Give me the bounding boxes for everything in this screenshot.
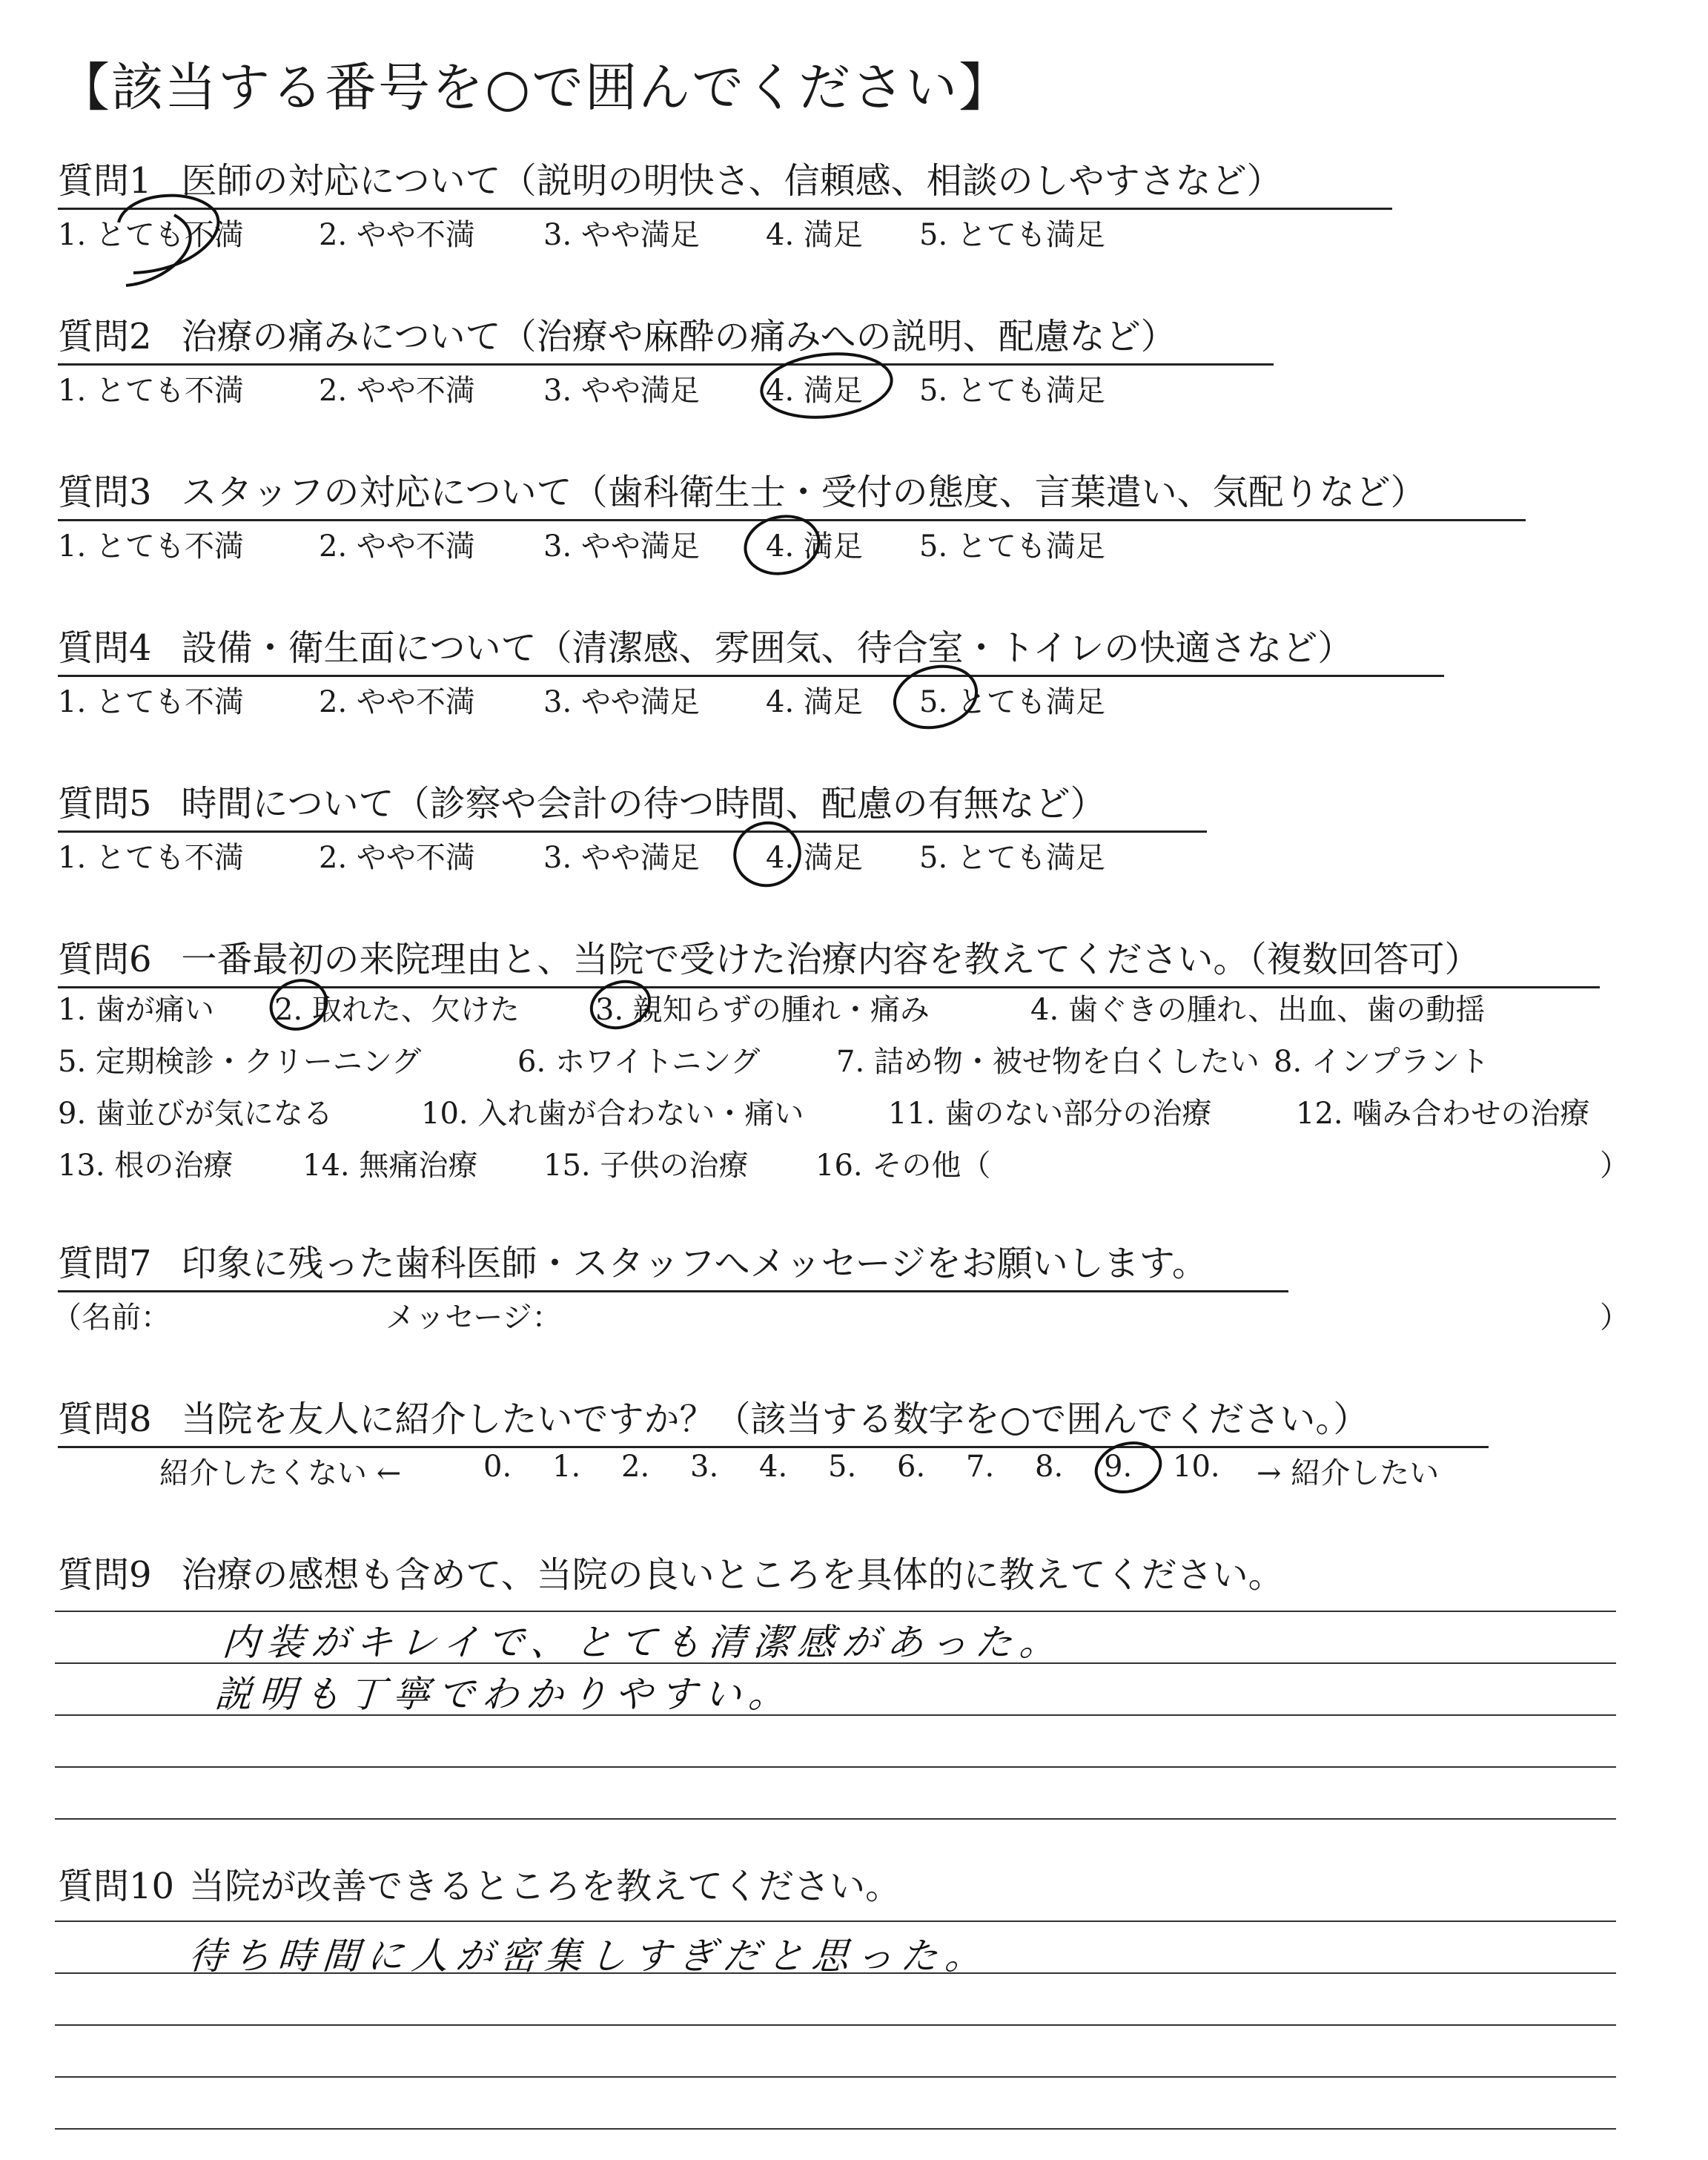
question-1-number: 質問1 bbox=[58, 160, 152, 202]
question-7-number: 質問7 bbox=[58, 1243, 152, 1284]
q3-option-5[interactable]: 5. とても満足 bbox=[919, 529, 1105, 564]
q6-option-5[interactable]: 5. 定期検診・クリーニング bbox=[58, 1045, 422, 1079]
form-title: 【該当する番号を○で囲んでください】 bbox=[58, 57, 1013, 118]
q6-option-16[interactable]: 16. その他（ bbox=[815, 1149, 991, 1183]
q3-option-2[interactable]: 2. やや不満 bbox=[319, 529, 475, 564]
q6-option-13[interactable]: 13. 根の治療 bbox=[58, 1149, 234, 1183]
question-9-number: 質問9 bbox=[58, 1554, 152, 1596]
q8-scale-6[interactable]: 6. bbox=[897, 1450, 926, 1484]
q6-option-1[interactable]: 1. 歯が痛い bbox=[58, 993, 214, 1027]
q2-answer-circle-mark bbox=[756, 345, 904, 426]
question-10-heading bbox=[58, 1857, 901, 1913]
q10-handwritten-line-1: 待ち時間に人が密集しすぎだと思った。 bbox=[187, 1935, 991, 1978]
q8-scale-0[interactable]: 0. bbox=[483, 1450, 512, 1484]
question-7-heading bbox=[58, 1235, 1288, 1292]
question-4-heading bbox=[58, 619, 1444, 677]
question-9-text: 治療の感想も含めて、当院の良いところを具体的に教えてください。 bbox=[181, 1554, 1284, 1596]
question-6-number: 質問6 bbox=[58, 939, 152, 980]
q8-scale-4[interactable]: 4. bbox=[759, 1450, 788, 1484]
q4-option-2[interactable]: 2. やや不満 bbox=[319, 685, 475, 719]
q8-answer-circle-mark bbox=[1090, 1435, 1171, 1502]
q6-option-6[interactable]: 6. ホワイトニング bbox=[517, 1045, 761, 1079]
question-1-heading bbox=[58, 152, 1392, 210]
q5-answer-circle-mark bbox=[723, 816, 812, 897]
question-10-text: 当院が改善できるところを教えてください。 bbox=[189, 1866, 901, 1907]
q10-answer-line-4 bbox=[55, 2076, 1616, 2078]
q5-option-3[interactable]: 3. やや満足 bbox=[543, 841, 700, 875]
question-1-text: 医師の対応について（説明の明快さ、信頼感、相談のしやすさなど） bbox=[181, 160, 1282, 202]
q8-scale-10[interactable]: 10. bbox=[1173, 1450, 1220, 1484]
q9-answer-line-5 bbox=[55, 1818, 1616, 1820]
question-7-text: 印象に残った歯科医師・スタッフへメッセージをお願いします。 bbox=[181, 1243, 1208, 1284]
q4-option-5[interactable]: 5. とても満足 bbox=[919, 685, 1105, 719]
q5-option-5[interactable]: 5. とても満足 bbox=[919, 841, 1105, 875]
q1-option-5[interactable]: 5. とても満足 bbox=[919, 218, 1105, 252]
q8-scale-5[interactable]: 5. bbox=[828, 1450, 857, 1484]
q4-option-4[interactable]: 4. 満足 bbox=[766, 685, 863, 719]
question-3-text: スタッフの対応について（歯科衛生士・受付の態度、言葉遣い、気配りなど） bbox=[181, 472, 1426, 513]
question-4-number: 質問4 bbox=[58, 627, 152, 669]
question-5-number: 質問5 bbox=[58, 783, 152, 825]
q6-answer-2-circle-mark bbox=[263, 975, 337, 1034]
q6-option-14[interactable]: 14. 無痛治療 bbox=[302, 1149, 478, 1183]
q4-answer-circle-mark bbox=[890, 656, 993, 738]
q6-option-4[interactable]: 4. 歯ぐきの腫れ、出血、歯の動揺 bbox=[1030, 993, 1486, 1027]
q3-option-1[interactable]: 1. とても不満 bbox=[58, 529, 244, 564]
q2-option-2[interactable]: 2. やや不満 bbox=[319, 374, 475, 408]
q4-option-1[interactable]: 1. とても不満 bbox=[58, 685, 244, 719]
q2-option-1[interactable]: 1. とても不満 bbox=[58, 374, 244, 408]
q6-option-7[interactable]: 7. 詰め物・被せ物を白くしたい bbox=[836, 1045, 1260, 1079]
question-8-heading bbox=[58, 1390, 1489, 1448]
question-2-heading bbox=[58, 308, 1274, 366]
question-8-text: 当院を友人に紹介したいですか？（該当する数字を○で囲んでください。） bbox=[181, 1398, 1369, 1440]
q6-option-15[interactable]: 15. 子供の治療 bbox=[543, 1149, 749, 1183]
question-5-text: 時間について（診察や会計の待つ時間、配慮の有無など） bbox=[181, 783, 1106, 825]
q7-message-label: メッセージ： bbox=[385, 1301, 562, 1335]
q10-answer-line-5 bbox=[55, 2128, 1616, 2130]
q1-option-2[interactable]: 2. やや不満 bbox=[319, 218, 475, 252]
question-10-number: 質問10 bbox=[58, 1866, 175, 1907]
q8-scale-9[interactable]: 9. bbox=[1104, 1450, 1133, 1484]
q9-answer-line-4 bbox=[55, 1766, 1616, 1768]
q8-scale-8[interactable]: 8. bbox=[1035, 1450, 1064, 1484]
q8-right-label: → 紹介したい bbox=[1257, 1456, 1440, 1490]
q9-handwritten-line-1: 内装がキレイで、とても清潔感があった。 bbox=[220, 1621, 1066, 1664]
question-5-heading bbox=[58, 775, 1207, 833]
q1-answer-circle-mark bbox=[104, 185, 230, 289]
q6-option-16-close-paren: ） bbox=[1600, 1149, 1629, 1183]
q6-option-10[interactable]: 10. 入れ歯が合わない・痛い bbox=[421, 1097, 804, 1131]
q8-scale-3[interactable]: 3. bbox=[690, 1450, 719, 1484]
q3-option-3[interactable]: 3. やや満足 bbox=[543, 529, 700, 564]
q3-option-4[interactable]: 4. 満足 bbox=[766, 529, 863, 564]
question-9-heading bbox=[58, 1546, 1284, 1602]
q2-option-5[interactable]: 5. とても満足 bbox=[919, 374, 1105, 408]
question-2-text: 治療の痛みについて（治療や麻酔の痛みへの説明、配慮など） bbox=[181, 316, 1176, 357]
q9-handwritten-line-2: 説明も丁寧でわかりやすい。 bbox=[213, 1673, 795, 1716]
q1-option-1[interactable]: 1. とても不満 bbox=[58, 218, 244, 252]
q8-scale-7[interactable]: 7. bbox=[966, 1450, 995, 1484]
question-6-text: 一番最初の来院理由と、当院で受けた治療内容を教えてください。（複数回答可） bbox=[181, 939, 1480, 980]
q6-answer-3-circle-mark bbox=[582, 975, 663, 1034]
question-3-number: 質問3 bbox=[58, 472, 152, 513]
q2-option-4[interactable]: 4. 満足 bbox=[766, 374, 863, 408]
q5-option-4[interactable]: 4. 満足 bbox=[766, 841, 863, 875]
q5-option-1[interactable]: 1. とても不満 bbox=[58, 841, 244, 875]
q6-option-2[interactable]: 2. 取れた、欠けた bbox=[274, 993, 520, 1027]
question-2-number: 質問2 bbox=[58, 316, 152, 357]
q6-option-11[interactable]: 11. 歯のない部分の治療 bbox=[888, 1097, 1212, 1131]
q6-option-9[interactable]: 9. 歯並びが気になる bbox=[58, 1097, 333, 1131]
q6-option-12[interactable]: 12. 噛み合わせの治療 bbox=[1296, 1097, 1590, 1131]
q7-close-paren: ） bbox=[1600, 1301, 1629, 1335]
q7-name-label: （名前： bbox=[52, 1301, 171, 1335]
question-8-number: 質問8 bbox=[58, 1398, 152, 1440]
q8-scale-2[interactable]: 2. bbox=[621, 1450, 650, 1484]
q1-option-4[interactable]: 4. 満足 bbox=[766, 218, 863, 252]
q2-option-3[interactable]: 3. やや満足 bbox=[543, 374, 700, 408]
q3-answer-circle-mark bbox=[741, 508, 830, 582]
q4-option-3[interactable]: 3. やや満足 bbox=[543, 685, 700, 719]
q8-left-label: 紹介したくない ← bbox=[159, 1456, 402, 1490]
q10-answer-line-1 bbox=[55, 1920, 1616, 1922]
q1-option-3[interactable]: 3. やや満足 bbox=[543, 218, 700, 252]
q6-option-8[interactable]: 8. インプラント bbox=[1274, 1045, 1489, 1079]
q6-option-3[interactable]: 3. 親知らずの腫れ・痛み bbox=[595, 993, 930, 1027]
q9-answer-line-1 bbox=[55, 1611, 1616, 1612]
q5-option-2[interactable]: 2. やや不満 bbox=[319, 841, 475, 875]
q8-scale-1[interactable]: 1. bbox=[552, 1450, 581, 1484]
q10-answer-line-3 bbox=[55, 2024, 1616, 2026]
question-4-text: 設備・衛生面について（清潔感、雰囲気、待合室・トイレの快適さなど） bbox=[181, 627, 1354, 669]
